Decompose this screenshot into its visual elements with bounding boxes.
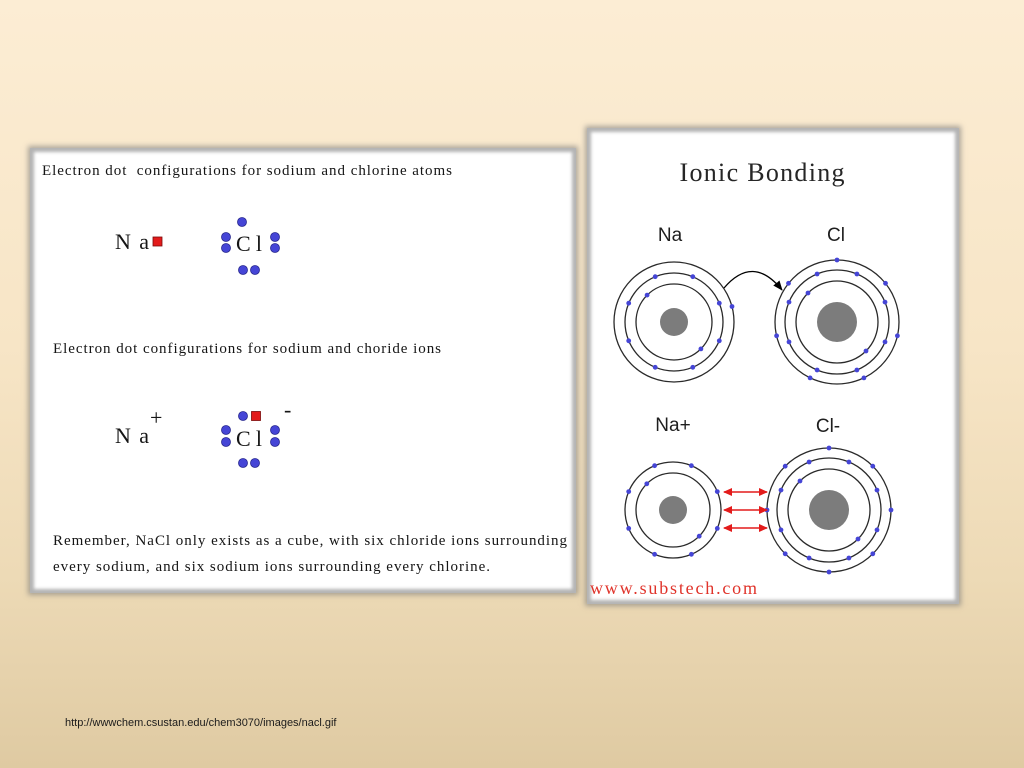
electron-dot	[222, 426, 231, 435]
electron-dot	[271, 244, 280, 253]
electron	[807, 460, 812, 465]
sodium-atom-shell-model	[614, 262, 734, 382]
chlorine-atom-shell-model	[774, 258, 900, 384]
sodium-symbol: Na	[115, 229, 149, 254]
diagram-title: Ionic Bonding	[679, 158, 845, 187]
ionic-bonding-figure	[587, 128, 959, 604]
electron	[889, 508, 894, 513]
nucleus	[659, 496, 687, 524]
electron-transfer-arrow	[724, 271, 782, 290]
electron	[689, 463, 694, 468]
electron	[883, 281, 888, 286]
ionic-bonding-diagram	[587, 128, 959, 604]
attraction-arrows	[724, 492, 767, 528]
electron-dot	[239, 412, 248, 421]
electron	[862, 376, 867, 381]
electron	[644, 481, 649, 486]
electron	[856, 537, 861, 542]
electron-dot	[239, 459, 248, 468]
electron-dot	[271, 426, 280, 435]
electron	[626, 301, 631, 306]
electron	[807, 556, 812, 561]
electron	[626, 338, 631, 343]
electron-dot	[271, 438, 280, 447]
electron	[645, 293, 650, 298]
electron	[690, 365, 695, 370]
electron	[779, 488, 784, 493]
electron	[774, 333, 779, 338]
electron	[875, 528, 880, 533]
electron	[653, 365, 658, 370]
chloride-ion-shell-model	[765, 446, 894, 575]
note-line-2: every sodium, and six sodium ions surrounding every chlorine.	[53, 559, 490, 575]
chlorine-atom-dot-structure	[222, 218, 280, 275]
nucleus	[809, 490, 849, 530]
electron	[875, 488, 880, 493]
electron	[847, 556, 852, 561]
sodium-ion-label: Na+	[655, 415, 691, 436]
electron	[689, 552, 694, 557]
electron	[827, 570, 832, 575]
electron	[870, 551, 875, 556]
chloride-ion-symbol: Cl	[236, 426, 262, 451]
source-credit: www.substech.com	[590, 578, 757, 598]
electron	[835, 258, 840, 263]
electron	[815, 272, 820, 277]
electron	[808, 376, 813, 381]
electron-dot	[239, 266, 248, 275]
note-line-1: Remember, NaCl only exists as a cube, with six chloride ions surrounding	[53, 533, 567, 549]
sodium-ion-charge: +	[150, 405, 163, 430]
electron	[652, 463, 657, 468]
electron	[870, 464, 875, 469]
electron	[699, 347, 704, 352]
chloride-ion-charge: -	[284, 397, 292, 422]
atoms-heading: Electron dot configurations for sodium and chlorine atoms	[42, 163, 452, 179]
electron-dot	[238, 218, 247, 227]
electron-dot-figure	[30, 148, 576, 593]
electron	[717, 338, 722, 343]
electron	[787, 340, 792, 345]
electron-dot	[251, 459, 260, 468]
electron	[783, 464, 788, 469]
electron	[626, 526, 631, 531]
chloride-ion-label: Cl-	[815, 416, 841, 437]
electron-dot	[222, 244, 231, 253]
electron	[895, 333, 900, 338]
electron	[806, 291, 811, 296]
electron-dot	[222, 233, 231, 242]
electron	[864, 349, 869, 354]
electron	[883, 340, 888, 345]
electron	[715, 489, 720, 494]
chloride-ion-dot-structure	[222, 397, 292, 468]
electron	[715, 526, 720, 531]
electron-dot	[271, 233, 280, 242]
electron	[717, 301, 722, 306]
chlorine-symbol: Cl	[236, 231, 262, 256]
sodium-atom-dot-structure	[115, 229, 162, 254]
electron	[626, 489, 631, 494]
electron	[779, 528, 784, 533]
ions-heading: Electron dot configurations for sodium and choride ions	[53, 341, 442, 357]
electron	[827, 446, 832, 451]
electron	[815, 368, 820, 373]
electron-dot	[222, 438, 231, 447]
electron-dot-diagram	[30, 148, 576, 593]
sodium-ion-dot-structure	[115, 405, 162, 448]
nucleus	[817, 302, 857, 342]
electron	[847, 460, 852, 465]
nucleus	[660, 308, 688, 336]
source-url: http://wwwchem.csustan.edu/chem3070/images/nacl.gif	[65, 717, 337, 729]
electron	[798, 479, 803, 484]
electron	[883, 300, 888, 305]
sodium-ion-symbol: Na	[115, 423, 149, 448]
electron	[690, 274, 695, 279]
sodium-atom-label: Na	[657, 225, 683, 246]
valence-electron-marker	[153, 237, 162, 246]
electron	[730, 304, 735, 309]
electron	[855, 368, 860, 373]
electron	[787, 300, 792, 305]
electron-dot	[251, 266, 260, 275]
electron	[652, 552, 657, 557]
electron	[855, 272, 860, 277]
electron	[786, 281, 791, 286]
chlorine-atom-label: Cl	[827, 225, 845, 246]
gained-electron-marker	[252, 412, 261, 421]
sodium-ion-shell-model	[625, 462, 721, 558]
electron	[697, 534, 702, 539]
electron	[783, 551, 788, 556]
electron	[653, 274, 658, 279]
